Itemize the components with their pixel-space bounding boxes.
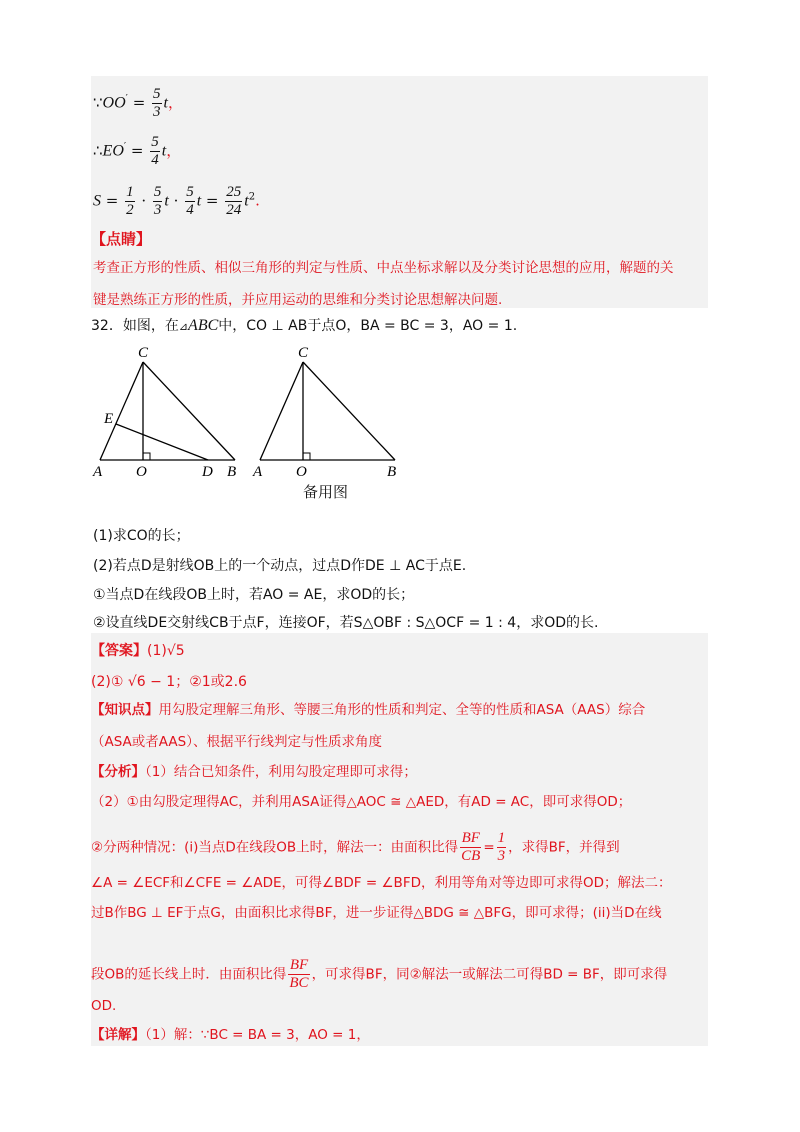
question-stem: 32．如图，在⊿ABC中，CO ⊥ AB于点O，BA = BC = 3，AO = 1.	[91, 317, 518, 334]
math-line-1: ∵OO′ = $\frac{5}{3}$ t，	[93, 86, 184, 120]
answer-line-2: (2)① √6 − 1；②1或2.6	[91, 674, 247, 690]
analysis-line-6: 段OB的延长线上时．由面积比得 $\frac{BF}{BC}$ ，可求得BF，同②解法一或解法二可得BD = BF，即可求得	[91, 957, 668, 991]
analysis-line-4: ∠A = ∠ECF和∠CFE = ∠ADE，可得∠BDF = ∠BFD，利用等角对等边即可求得OD；解法二：	[91, 875, 672, 891]
label-c-2: C	[298, 345, 309, 361]
dianjing-line-2: 键是熟练正方形的性质，并应用运动的思维和分类讨论思想解决问题.	[93, 292, 503, 308]
subq-4: ②设直线DE交射线CB于点F，连接OF，若S△OBF : S△OCF = 1 : 4，求OD的长.	[93, 615, 599, 631]
dianjing-line-1: 考查正方形的性质、相似三角形的判定与性质、中点坐标求解以及分类讨论思想的应用，解题的关	[93, 260, 674, 276]
triangle-figure-2	[250, 340, 410, 480]
math-line-3: S = $\frac{1}{2}$ · $\frac{5}{3}$ t · $\frac{5}{4}$ t = $\frac{25}{24}$ $t^2$.	[93, 184, 260, 218]
label-o: O	[136, 464, 147, 480]
label-c: C	[138, 345, 149, 361]
label-b-2: B	[387, 464, 397, 480]
analysis-line-5: 过B作BG ⊥ EF于点G，由面积比求得BF，进一步证得△BDG ≅ △BFG，即可求得；(ii)当D在线	[91, 905, 662, 921]
label-d: D	[202, 464, 213, 480]
knowledge-line-2: （ASA或者AAS）、根据平行线判定与性质求角度	[91, 734, 382, 750]
answer-line-1: 【答案】(1)√5	[91, 643, 185, 659]
knowledge-line-1: 【知识点】用勾股定理解三角形、等腰三角形的性质和判定、全等的性质和ASA（AAS）综合	[91, 702, 646, 718]
label-o-2: O	[296, 464, 307, 480]
subq-1: (1)求CO的长；	[93, 528, 190, 544]
analysis-line-1: 【分析】（1）结合已知条件，利用勾股定理即可求得；	[91, 764, 417, 780]
label-b: B	[227, 464, 237, 480]
math-line-2: ∴EO′ = $\frac{5}{4}$ t，	[93, 134, 182, 168]
label-e: E	[104, 411, 114, 427]
subq-2: (2)若点D是射线OB上的一个动点，过点D作DE ⊥ AC于点E.	[93, 558, 467, 574]
analysis-line-3: ②分两种情况：(i)当点D在线段OB上时，解法一：由面积比得 $\frac{BF}{CB}$ = $\frac{1}{3}$ ，求得BF，并得到	[91, 830, 620, 864]
analysis-line-2: （2）①由勾股定理得AC，并利用ASA证得△AOC ≅ △AED，有AD = AC，即可求得OD；	[91, 794, 632, 810]
subq-3: ①当点D在线段OB上时，若AO = AE，求OD的长；	[93, 587, 415, 603]
label-a: A	[93, 464, 103, 480]
dianjing-tag: 【点睛】	[91, 230, 152, 248]
label-a-2: A	[253, 464, 263, 480]
detail-line-1: 【详解】（1）解：∵BC = BA = 3，AO = 1，	[91, 1027, 370, 1043]
triangle-figure-1	[90, 340, 250, 480]
figure-caption: 备用图	[303, 483, 349, 501]
analysis-line-7: OD.	[91, 998, 117, 1014]
